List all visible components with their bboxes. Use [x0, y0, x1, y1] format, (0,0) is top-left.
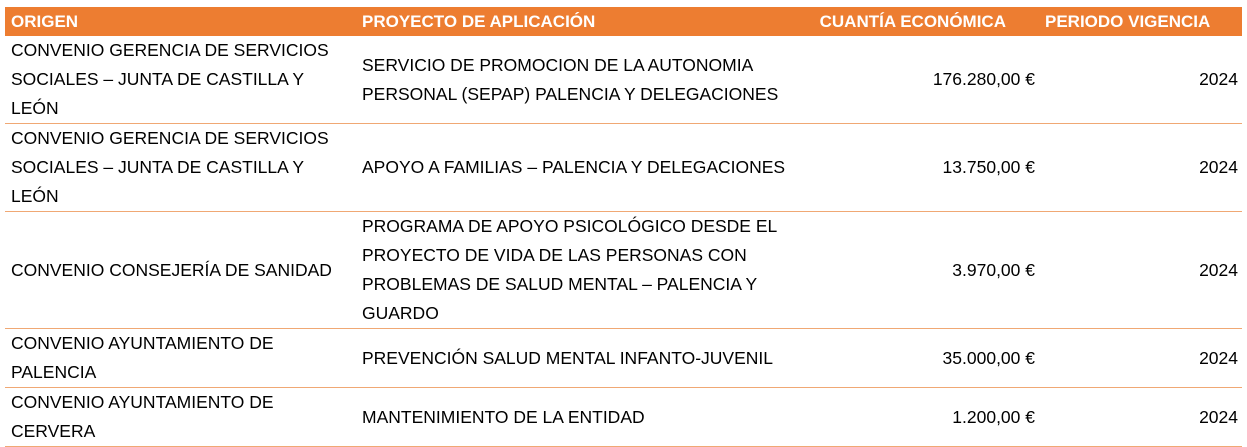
- table-row: [5, 124, 1242, 212]
- header-cuantia: CUANTÍA ECONÓMICA: [799, 7, 1043, 36]
- cell-proyecto: PROGRAMA DE APOYO PSICOLÓGICO DESDE EL PROYECTO DE VIDA DE LAS PERSONAS CON PROBLEMAS DE SALUD MENTAL – PALENCIA Y GUARDO: [356, 212, 799, 329]
- cell-periodo: 2024: [1043, 124, 1242, 212]
- cell-cuantia: 35.000,00 €: [799, 329, 1043, 388]
- table-row: [5, 388, 1242, 447]
- cell-proyecto: SERVICIO DE PROMOCION DE LA AUTONOMIA PERSONAL (SEPAP) PALENCIA Y DELEGACIONES: [356, 36, 799, 124]
- table-header-row: [5, 7, 1242, 36]
- cell-proyecto: PREVENCIÓN SALUD MENTAL INFANTO-JUVENIL: [356, 329, 799, 388]
- cell-cuantia: 13.750,00 €: [799, 124, 1043, 212]
- cell-periodo: 2024: [1043, 212, 1242, 329]
- table-row: [5, 36, 1242, 124]
- cell-origen: CONVENIO AYUNTAMIENTO DE PALENCIA: [5, 329, 356, 388]
- cell-origen: CONVENIO GERENCIA DE SERVICIOS SOCIALES – JUNTA DE CASTILLA Y LEÓN: [5, 124, 356, 212]
- funding-table: [5, 7, 1242, 447]
- cell-origen: CONVENIO AYUNTAMIENTO DE CERVERA: [5, 388, 356, 447]
- table-row: [5, 212, 1242, 329]
- cell-proyecto: MANTENIMIENTO DE LA ENTIDAD: [356, 388, 799, 447]
- cell-cuantia: 1.200,00 €: [799, 388, 1043, 447]
- cell-origen: CONVENIO CONSEJERÍA DE SANIDAD: [5, 212, 356, 329]
- cell-cuantia: 3.970,00 €: [799, 212, 1043, 329]
- cell-origen: CONVENIO GERENCIA DE SERVICIOS SOCIALES – JUNTA DE CASTILLA Y LEÓN: [5, 36, 356, 124]
- header-proyecto: PROYECTO DE APLICACIÓN: [356, 7, 799, 36]
- header-origen: ORIGEN: [5, 7, 356, 36]
- cell-cuantia: 176.280,00 €: [799, 36, 1043, 124]
- table-row: [5, 329, 1242, 388]
- cell-periodo: 2024: [1043, 36, 1242, 124]
- cell-periodo: 2024: [1043, 388, 1242, 447]
- cell-proyecto: APOYO A FAMILIAS – PALENCIA Y DELEGACIONES: [356, 124, 799, 212]
- header-periodo: PERIODO VIGENCIA: [1043, 7, 1242, 36]
- cell-periodo: 2024: [1043, 329, 1242, 388]
